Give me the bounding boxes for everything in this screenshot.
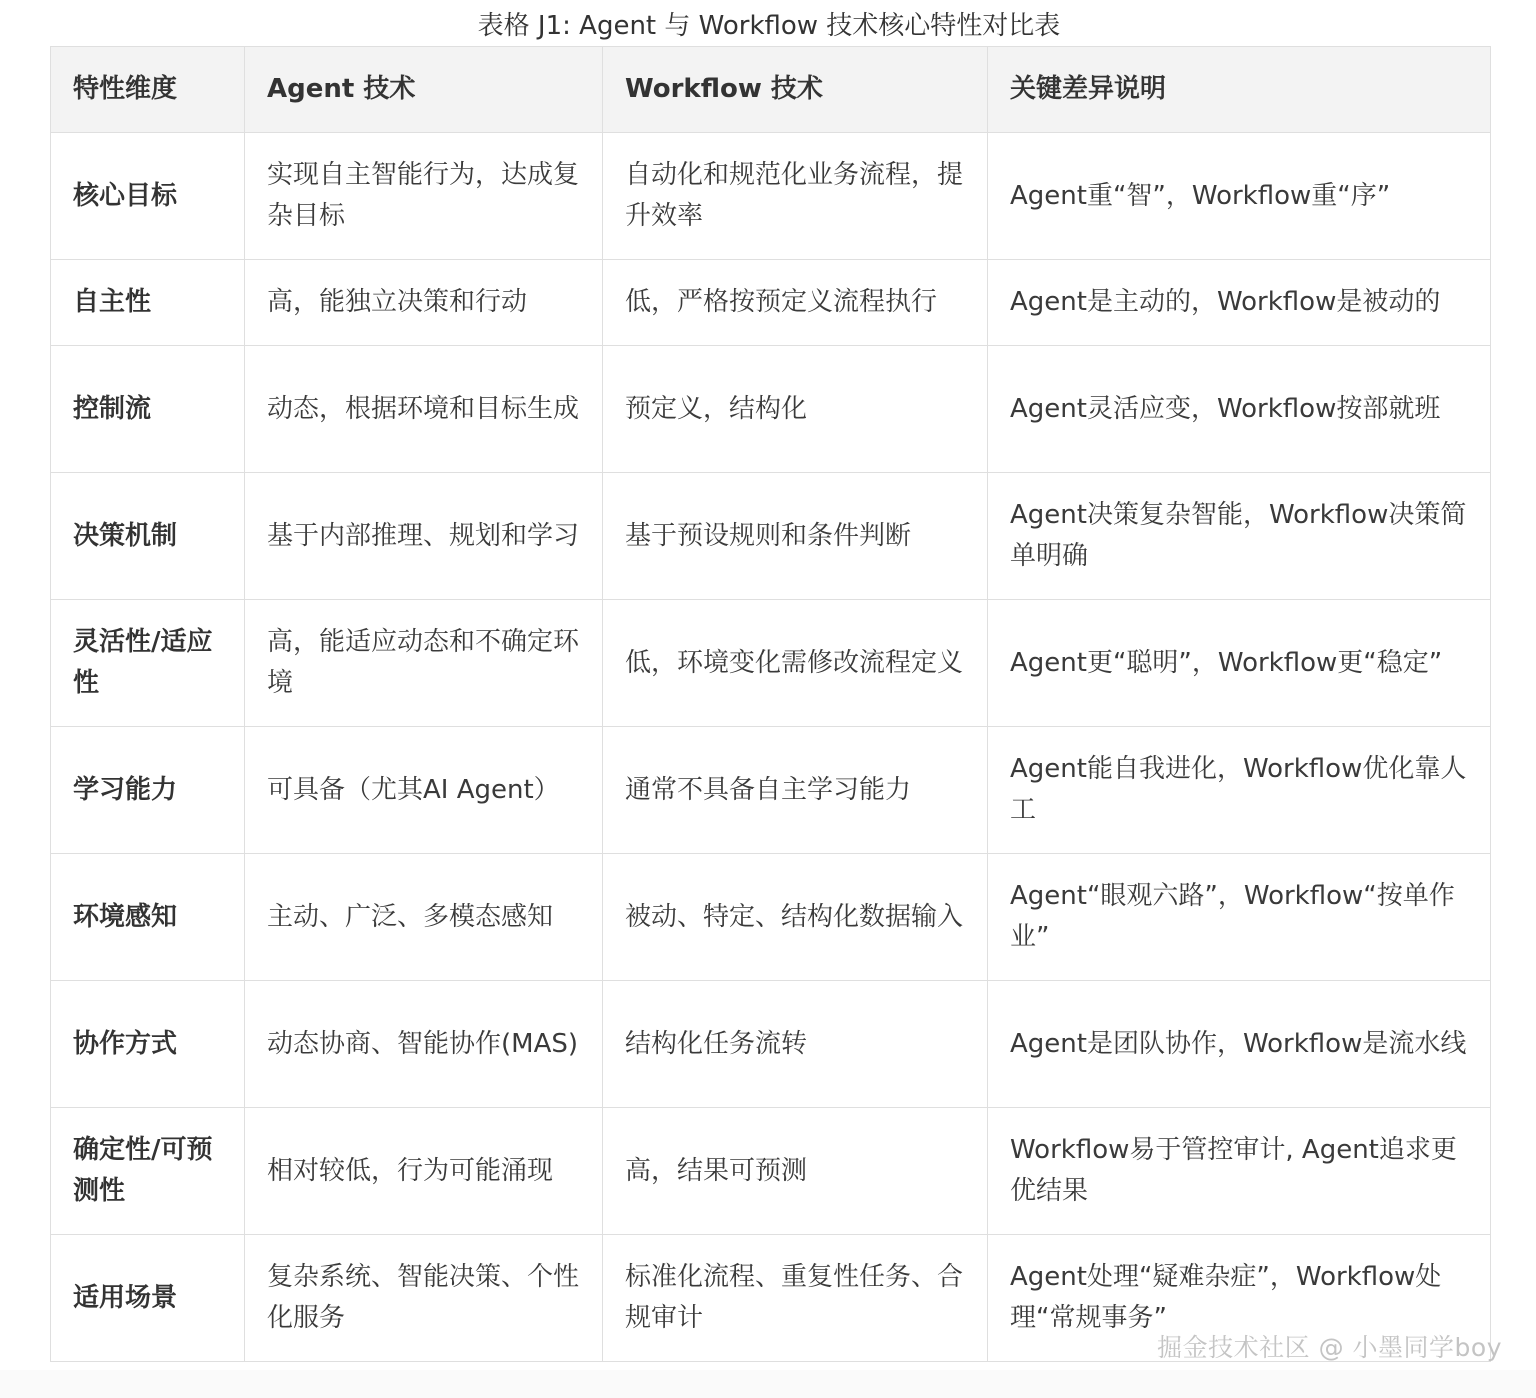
cell-feature: 控制流 <box>51 346 245 473</box>
table-row <box>51 346 1491 473</box>
cell-agent: 动态协商、智能协作(MAS) <box>245 981 603 1108</box>
cell-agent: 高，能独立决策和行动 <box>245 260 603 346</box>
table-row <box>51 133 1491 260</box>
header-agent: Agent 技术 <box>245 47 603 133</box>
cell-agent: 主动、广泛、多模态感知 <box>245 854 603 981</box>
table-row <box>51 854 1491 981</box>
cell-workflow: 基于预设规则和条件判断 <box>603 473 988 600</box>
cell-difference: Agent“眼观六路”，Workflow“按单作业” <box>988 854 1491 981</box>
cell-workflow: 预定义，结构化 <box>603 346 988 473</box>
cell-feature: 自主性 <box>51 260 245 346</box>
cell-workflow: 高，结果可预测 <box>603 1108 988 1235</box>
table-caption: 表格 J1: Agent 与 Workflow 技术核心特性对比表 <box>477 11 1061 41</box>
cell-agent: 相对较低，行为可能涌现 <box>245 1108 603 1235</box>
table-row <box>51 600 1491 727</box>
cell-difference: Agent是主动的，Workflow是被动的 <box>988 260 1491 346</box>
cell-workflow: 低，环境变化需修改流程定义 <box>603 600 988 727</box>
cell-difference: Agent更“聪明”，Workflow更“稳定” <box>988 600 1491 727</box>
cell-workflow: 被动、特定、结构化数据输入 <box>603 854 988 981</box>
cell-feature: 决策机制 <box>51 473 245 600</box>
cell-agent: 基于内部推理、规划和学习 <box>245 473 603 600</box>
cell-difference: Agent是团队协作，Workflow是流水线 <box>988 981 1491 1108</box>
header-feature: 特性维度 <box>51 47 245 133</box>
cell-difference: Agent灵活应变，Workflow按部就班 <box>988 346 1491 473</box>
bottom-band <box>0 1370 1536 1398</box>
cell-workflow: 通常不具备自主学习能力 <box>603 727 988 854</box>
table-row <box>51 727 1491 854</box>
cell-difference: Agent能自我进化，Workflow优化靠人工 <box>988 727 1491 854</box>
cell-workflow: 低，严格按预定义流程执行 <box>603 260 988 346</box>
table-row <box>51 260 1491 346</box>
cell-difference: Agent重“智”，Workflow重“序” <box>988 133 1491 260</box>
cell-feature: 环境感知 <box>51 854 245 981</box>
cell-agent: 可具备（尤其AI Agent） <box>245 727 603 854</box>
cell-feature: 核心目标 <box>51 133 245 260</box>
cell-agent: 高，能适应动态和不确定环境 <box>245 600 603 727</box>
cell-difference: Agent决策复杂智能，Workflow决策简单明确 <box>988 473 1491 600</box>
cell-agent: 复杂系统、智能决策、个性化服务 <box>245 1235 603 1362</box>
cell-agent: 实现自主智能行为，达成复杂目标 <box>245 133 603 260</box>
cell-difference: Workflow易于管控审计, Agent追求更优结果 <box>988 1108 1491 1235</box>
comparison-table <box>50 46 1491 1362</box>
cell-feature: 确定性/可预测性 <box>51 1108 245 1235</box>
cell-agent: 动态，根据环境和目标生成 <box>245 346 603 473</box>
table-row <box>51 1108 1491 1235</box>
header-difference: 关键差异说明 <box>988 47 1491 133</box>
cell-feature: 灵活性/适应性 <box>51 600 245 727</box>
table-row <box>51 473 1491 600</box>
header-workflow: Workflow 技术 <box>603 47 988 133</box>
cell-workflow: 自动化和规范化业务流程，提升效率 <box>603 133 988 260</box>
cell-feature: 协作方式 <box>51 981 245 1108</box>
cell-workflow: 标准化流程、重复性任务、合规审计 <box>603 1235 988 1362</box>
table-row <box>51 981 1491 1108</box>
cell-difference: Agent处理“疑难杂症”，Workflow处理“常规事务” <box>988 1235 1491 1362</box>
cell-feature: 学习能力 <box>51 727 245 854</box>
cell-feature: 适用场景 <box>51 1235 245 1362</box>
table-header-row <box>51 47 1491 133</box>
watermark: 掘金技术社区 @ 小墨同学boy <box>1157 1333 1502 1362</box>
cell-workflow: 结构化任务流转 <box>603 981 988 1108</box>
